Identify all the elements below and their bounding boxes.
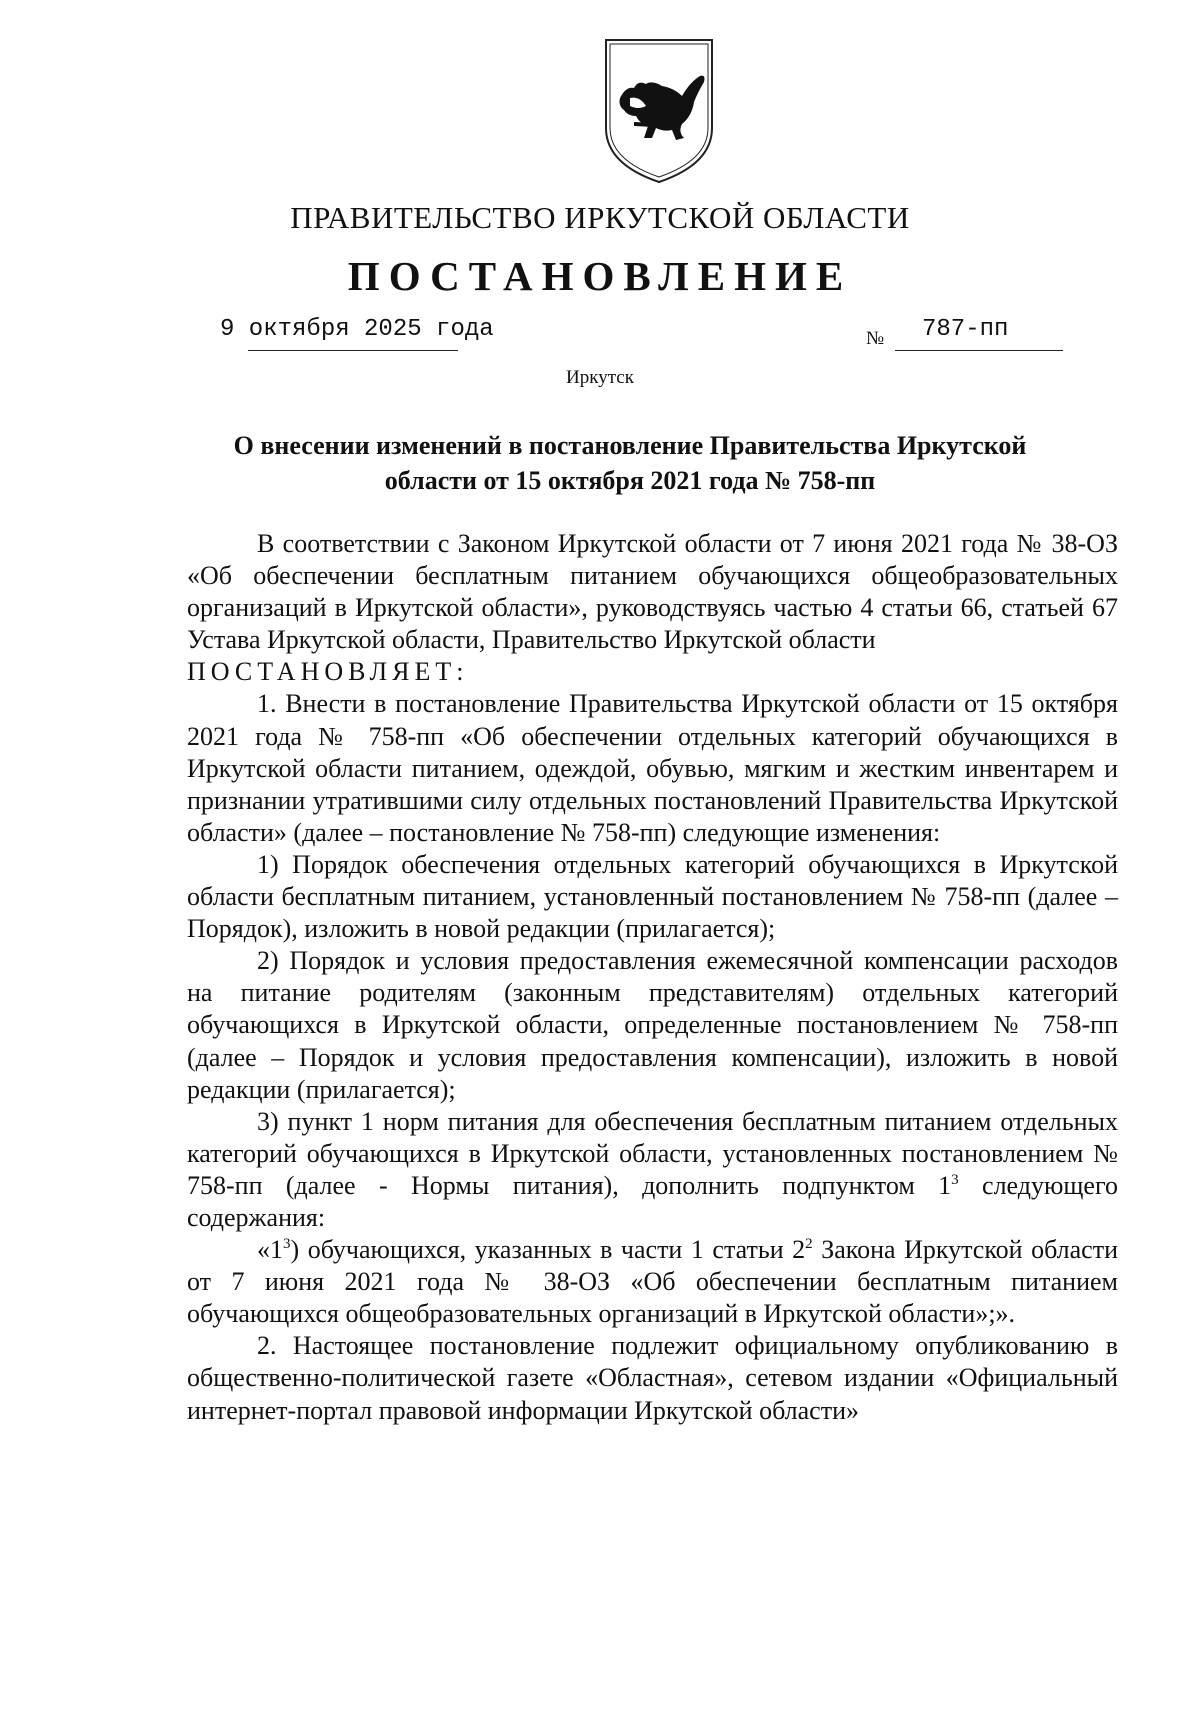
- quote-paragraph: [187, 1234, 1118, 1330]
- irkutsk-coat-of-arms-icon: [600, 36, 718, 186]
- quote-superscript-2: 2: [805, 1236, 813, 1253]
- number-sign: №: [866, 328, 885, 349]
- resolves-heading: ПОСТАНОВЛЯЕТ:: [187, 657, 469, 687]
- number-underline: [895, 350, 1063, 351]
- preamble-paragraph: В соответствии с Законом Иркутской области от 7 июня 2021 года № 38-ОЗ «Об обеспечении бесплатным питанием обучающихся общеобразовательных организаций в Иркутской области», руководствуясь частью 4 статьи 66, статьей 67 Устава Иркутской области, Правительство Иркутской области: [187, 529, 1118, 655]
- subitem-3-text: 3) пункт 1 норм питания для обеспечения бесплатным питанием отдельных категорий обучающихся в Иркутской области, установленных постановлением № 758-пп (далее - Нормы питания), дополнить подпунктом 1: [187, 1106, 1118, 1200]
- quote-text-end: Закона Иркутской области от 7 июня 2021 года № 38-ОЗ «Об обеспечении бесплатным питанием обучающихся общеобразовательных организаций в Иркутской области»;».: [187, 1235, 1118, 1329]
- subitem-1-paragraph: 1) Порядок обеспечения отдельных категорий обучающихся в Иркутской области бесплатным питанием, установленный постановлением № 758-пп (далее – Порядок), изложить в новой редакции (прилагается);: [187, 849, 1118, 944]
- document-title: [180, 428, 1080, 498]
- quote-text-start: «1: [257, 1235, 283, 1265]
- date-underline: [248, 350, 458, 351]
- title-line-2: области от 15 октября 2021 года № 758-пп: [384, 466, 876, 495]
- government-name: ПРАВИТЕЛЬСТВО ИРКУТСКОЙ ОБЛАСТИ: [290, 200, 910, 235]
- quote-text-middle: ) обучающихся, указанных в части 1 статьи 2: [290, 1235, 806, 1265]
- subitem-2-paragraph: 2) Порядок и условия предоставления ежемесячной компенсации расходов на питание родителям (законным представителям) отдельных категорий обучающихся в Иркутской области, определенные постановлением № 758-пп (далее – Порядок и условия предоставления компенсации), изложить в новой редакции (прилагается);: [187, 946, 1118, 1104]
- document-date: 9 октября 2025 года: [220, 316, 494, 343]
- title-line-1: О внесении изменений в постановление Правительства Иркутской: [233, 431, 1027, 460]
- document-body: [187, 528, 1118, 1427]
- item-1-paragraph: 1. Внести в постановление Правительства Иркутской области от 15 октября 2021 года № 758-пп «Об обеспечении отдельных категорий обучающихся в Иркутской области питанием, одеждой, обувью, мягким и жестким инвентарем и признании утратившими силу отдельных постановлений Правительства Иркутской области» (далее – постановление № 758-пп) следующие изменения:: [187, 689, 1118, 847]
- quote-superscript-1: 3: [283, 1236, 291, 1253]
- item-2-paragraph: 2. Настоящее постановление подлежит официальному опубликованию в общественно-политической газете «Областная», сетевом издании «Официальный интернет-портал правовой информации Иркутской области»: [187, 1331, 1118, 1425]
- city-name: Иркутск: [566, 367, 634, 388]
- document-type: ПОСТАНОВЛЕНИЕ: [347, 253, 853, 299]
- subitem-3-paragraph: [187, 1106, 1118, 1234]
- subitem-3-superscript: 3: [951, 1171, 959, 1188]
- document-number: 787-пп: [922, 316, 1009, 343]
- subitem-3-text-end: следующего содержания:: [187, 1170, 1118, 1232]
